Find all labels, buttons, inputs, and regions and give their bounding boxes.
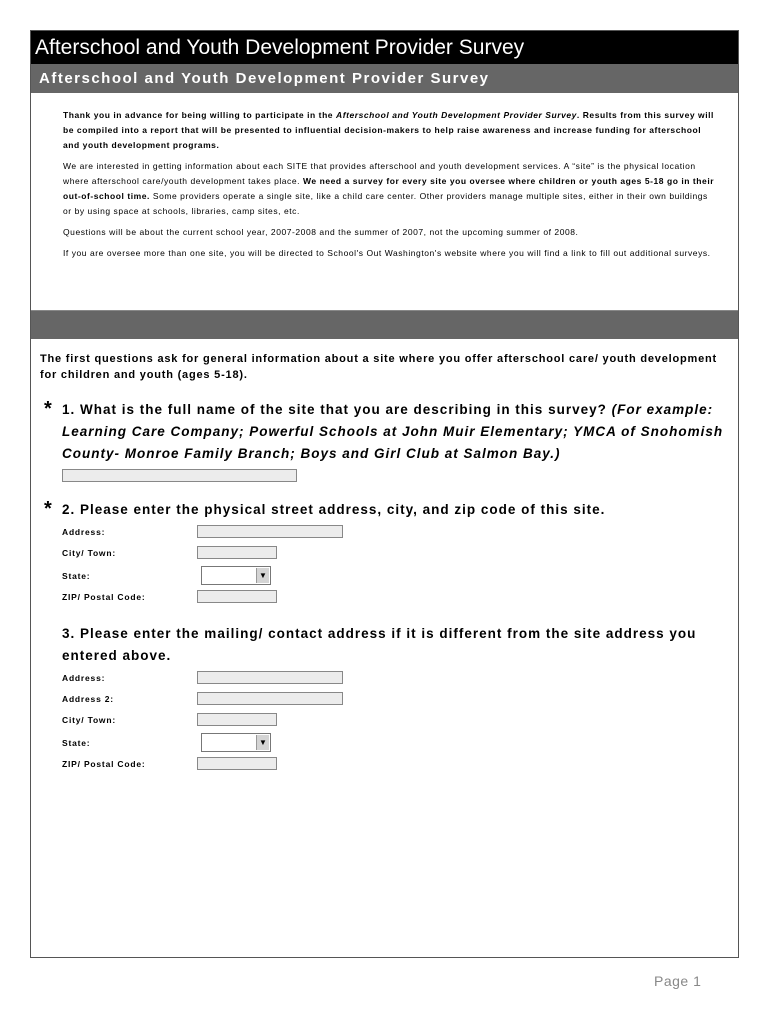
mailing-city-row — [62, 711, 738, 732]
question-3-title: 3. Please enter the mailing/ contact address if it is different from the site address you entered above. — [62, 626, 697, 663]
mailing-address2-input[interactable] — [197, 692, 343, 705]
intro-paragraph-4: If you are oversee more than one site, you will be directed to School's Out Washington's website where you will find a link to fill out additional surveys. — [63, 248, 711, 258]
intro-paragraph-3: Questions will be about the current school year, 2007-2008 and the summer of 2007, not the upcoming summer of 2008. — [63, 227, 579, 237]
mailing-address-label: Address: — [62, 673, 106, 683]
zip-input[interactable] — [197, 590, 277, 603]
question-1-text: 1. What is the full name of the site that you are describing in this survey? — [62, 402, 612, 417]
site-name-row — [62, 465, 738, 485]
city-row — [62, 544, 738, 565]
mailing-zip-label: ZIP/ Postal Code: — [62, 759, 146, 769]
mailing-address-input[interactable] — [197, 671, 343, 684]
mailing-state-select[interactable] — [201, 733, 271, 752]
city-label: City/ Town: — [62, 548, 116, 558]
chevron-down-icon: ▼ — [256, 735, 269, 750]
mailing-address2-label: Address 2: — [62, 694, 114, 704]
state-label: State: — [62, 571, 91, 581]
mailing-address2-row — [62, 690, 738, 711]
mailing-state-label: State: — [62, 738, 91, 748]
intro-section — [31, 93, 738, 311]
section-lead-text: The first questions ask for general information about a site where you offer afterschool care/ youth development for children and youth (ages 5-18). — [40, 353, 717, 381]
zip-row — [62, 588, 738, 609]
question-3 — [31, 623, 738, 776]
required-asterisk: * — [44, 498, 52, 520]
page-title: Afterschool and Youth Development Provider Survey — [31, 31, 738, 64]
intro-p2-text-a: We are interested in getting information about each SITE that provides afterschool and youth development services. A “site” is the physical location where afterschool care/youth development takes place. — [63, 161, 696, 186]
survey-page — [30, 30, 739, 958]
question-1-example: (For example: Learning Care Company; Powerful Schools at John Muir Elementary; YMCA of Snohomish County- Monroe Family Branch; Boys and Girl Club at Salmon Bay.) — [62, 402, 724, 461]
address-input[interactable] — [197, 525, 343, 538]
address-label: Address: — [62, 527, 106, 537]
question-2-title: 2. Please enter the physical street address, city, and zip code of this site. — [62, 502, 606, 517]
intro-p2-text-b: Some providers operate a single site, like a child care center. Other providers manage multiple sites, either in their own buildings or by using space at schools, libraries, camp sites, etc. — [63, 191, 708, 216]
zip-label: ZIP/ Postal Code: — [62, 592, 146, 602]
mailing-city-label: City/ Town: — [62, 715, 116, 725]
mailing-zip-row — [62, 755, 738, 776]
mailing-city-input[interactable] — [197, 713, 277, 726]
chevron-down-icon: ▼ — [256, 568, 269, 583]
section-divider-bar — [31, 311, 738, 339]
intro-paragraph-2 — [63, 159, 718, 219]
mailing-address-row — [62, 669, 738, 690]
mailing-zip-input[interactable] — [197, 757, 277, 770]
site-name-input[interactable] — [62, 469, 297, 482]
state-select[interactable] — [201, 566, 271, 585]
intro-p1-text-b: . Results from this survey will be compiled into a report that will be presented to influential decision-makers to help raise awareness and increase funding for afterschool and youth development programs. — [63, 110, 714, 150]
state-row — [62, 565, 738, 588]
question-1 — [31, 399, 738, 485]
intro-p1-text-a: Thank you in advance for being willing to participate in the — [63, 110, 336, 120]
mailing-state-row — [62, 732, 738, 755]
question-1-title — [62, 399, 738, 465]
intro-p2-bold: We need a survey for every site you oversee where children or youth ages 5-18 go in their out-of-school time. — [63, 176, 715, 201]
section-header: Afterschool and Youth Development Provider Survey — [31, 64, 738, 93]
page-number: Page 1 — [654, 973, 702, 989]
required-asterisk: * — [44, 398, 52, 420]
survey-title-ref: Afterschool and Youth Development Provider Survey — [336, 110, 577, 120]
question-2 — [31, 499, 738, 609]
city-input[interactable] — [197, 546, 277, 559]
address-row — [62, 523, 738, 544]
intro-paragraph-1 — [63, 108, 718, 153]
